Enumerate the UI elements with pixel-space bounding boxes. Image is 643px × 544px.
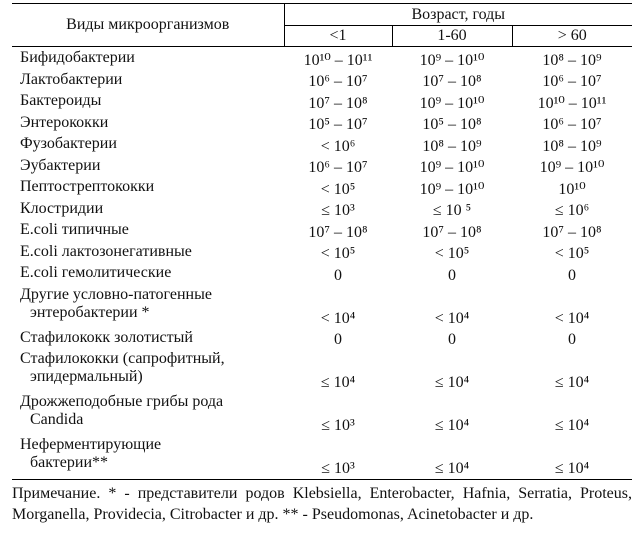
header-age-group: 1-60 (392, 26, 512, 47)
count-cell (512, 436, 632, 480)
count-value: ≤ 10⁴ (554, 374, 590, 391)
count-value: < 10⁵ (554, 245, 590, 262)
count-cell (392, 436, 512, 480)
table-row (12, 92, 632, 114)
species-name (12, 178, 284, 200)
count-value: ≤ 10⁴ (434, 460, 470, 477)
table-row (12, 114, 632, 136)
count-value: ≤ 10³ (321, 202, 355, 219)
count-value: ≤ 10⁴ (434, 417, 470, 434)
count-cell (392, 135, 512, 157)
count-cell (512, 243, 632, 265)
table-row (12, 436, 632, 480)
species-name (12, 157, 284, 179)
species-name (12, 329, 284, 351)
count-cell (392, 393, 512, 436)
count-cell (392, 157, 512, 179)
count-cell (512, 286, 632, 329)
count-cell (392, 243, 512, 265)
count-cell (512, 92, 632, 114)
table-row (12, 135, 632, 157)
count-value: < 10⁴ (320, 309, 356, 327)
count-value: 10⁸ – 10⁹ (542, 51, 602, 69)
table-row (12, 200, 632, 222)
count-cell (512, 178, 632, 200)
count-cell (284, 157, 392, 179)
species-name-line: Пептострептококки (20, 178, 155, 195)
count-cell (284, 47, 392, 71)
count-cell (512, 329, 632, 351)
header-age-group: <1 (284, 26, 392, 47)
count-cell (512, 393, 632, 436)
table-body (12, 47, 632, 480)
species-name-line: Стафилококк золотистый (20, 328, 193, 346)
table-row (12, 243, 632, 265)
species-name-line: Другие условно-патогенные (20, 285, 212, 303)
count-cell (392, 114, 512, 136)
count-cell (392, 264, 512, 286)
table-note: Примечание. * - представители родов Klebsiella, Enterobacter, Hafnia, Serratia, Proteus, Morganella, Providecia, Citrobacter и др. ** - Pseudomonas, Acinetobacter и др. (12, 485, 632, 523)
count-value: 10⁹ – 10¹⁰ (419, 159, 485, 176)
count-cell (284, 264, 392, 286)
count-value: 0 (448, 331, 456, 348)
count-value: < 10⁵ (320, 180, 356, 198)
count-value: < 10⁶ (320, 137, 356, 155)
count-cell (284, 92, 392, 114)
count-cell (392, 221, 512, 243)
species-name (12, 286, 284, 329)
count-cell (512, 71, 632, 93)
count-cell (284, 329, 392, 351)
count-cell (392, 350, 512, 393)
count-value: ≤ 10 ⁵ (432, 202, 472, 219)
count-value: 10⁶ – 10⁷ (308, 73, 368, 90)
species-name-line: Candida (30, 411, 84, 428)
table-row (12, 393, 632, 436)
table-row (12, 178, 632, 200)
count-cell (512, 200, 632, 222)
species-name-line: Фузобактерии (20, 135, 117, 152)
count-value: ≤ 10⁶ (554, 202, 590, 219)
species-name (12, 436, 284, 480)
count-value: ≤ 10⁴ (320, 374, 356, 391)
table-row (12, 157, 632, 179)
count-cell (392, 178, 512, 200)
count-value: 10⁷ – 10⁸ (308, 223, 368, 241)
count-cell (284, 243, 392, 265)
species-name (12, 47, 284, 71)
count-cell (392, 92, 512, 114)
count-cell (512, 47, 632, 71)
count-value: 10¹⁰ (558, 180, 586, 198)
count-cell (392, 71, 512, 93)
count-cell (284, 436, 392, 480)
count-value: 0 (568, 331, 576, 348)
species-name (12, 71, 284, 93)
count-value: ≤ 10³ (321, 460, 355, 477)
count-value: 0 (568, 266, 576, 284)
species-name-line: бактерии** (30, 454, 109, 471)
species-name (12, 200, 284, 222)
species-name-line: Стафилококки (сапрофитный, (20, 350, 225, 367)
count-cell (284, 114, 392, 136)
count-value: 10⁹ – 10¹⁰ (419, 51, 485, 69)
count-cell (512, 350, 632, 393)
species-name-line: E.coli типичные (20, 221, 129, 238)
count-cell (512, 135, 632, 157)
count-value: 10⁷ – 10⁸ (422, 223, 482, 241)
species-name (12, 264, 284, 286)
count-value: 0 (334, 331, 342, 348)
species-name-line: энтеробактерии * (30, 303, 150, 321)
count-cell (284, 200, 392, 222)
table-row (12, 286, 632, 329)
count-value: 10¹⁰ – 10¹¹ (537, 94, 607, 112)
count-cell (392, 200, 512, 222)
count-value: 10⁹ – 10¹⁰ (419, 180, 485, 198)
header-age-group: > 60 (512, 26, 632, 47)
count-value: 10⁷ – 10⁸ (542, 223, 602, 241)
species-name-line: Неферментирующие (20, 436, 162, 453)
species-name-line: E.coli гемолитические (20, 264, 172, 281)
table-row (12, 71, 632, 93)
count-cell (512, 114, 632, 136)
count-value: ≤ 10³ (321, 417, 355, 434)
count-value: 0 (448, 266, 456, 284)
species-name-line: Дрожжеподобные грибы рода (20, 393, 224, 410)
species-name-line: Лактобактерии (20, 70, 123, 88)
count-value: < 10⁴ (554, 309, 590, 327)
microflora-table (12, 3, 632, 480)
count-value: ≤ 10⁴ (554, 417, 590, 434)
species-name (12, 135, 284, 157)
count-cell (392, 47, 512, 71)
count-value: 10⁸ – 10⁹ (542, 137, 602, 155)
count-cell (284, 135, 392, 157)
header-species: Виды микроорганизмов (12, 4, 284, 47)
table-row (12, 264, 632, 286)
species-name-line: Бифидобактерии (20, 49, 135, 66)
table-row (12, 350, 632, 393)
species-name (12, 221, 284, 243)
count-cell (284, 286, 392, 329)
count-value: < 10⁵ (434, 245, 470, 262)
table-row (12, 329, 632, 351)
count-cell (284, 71, 392, 93)
count-cell (512, 221, 632, 243)
count-value: 10⁵ – 10⁷ (308, 116, 368, 133)
count-value: ≤ 10⁴ (554, 460, 590, 477)
species-name (12, 243, 284, 265)
count-value: 10⁶ – 10⁷ (542, 116, 602, 133)
table-row (12, 221, 632, 243)
header-age: Возраст, годы (284, 4, 632, 26)
count-value: < 10⁵ (320, 245, 356, 262)
count-value: 10⁶ – 10⁷ (308, 159, 368, 176)
count-value: 0 (334, 266, 342, 284)
count-cell (512, 157, 632, 179)
count-cell (392, 286, 512, 329)
count-cell (392, 329, 512, 351)
count-cell (284, 350, 392, 393)
species-name-line: Энтерококки (20, 113, 109, 131)
count-value: 10¹⁰ – 10¹¹ (303, 51, 373, 69)
species-name-line: Эубактерии (20, 156, 101, 174)
count-value: 10⁵ – 10⁸ (422, 116, 482, 133)
count-value: 10⁸ – 10⁹ (422, 137, 482, 155)
count-value: 10⁷ – 10⁸ (308, 94, 368, 112)
species-name-line: Клостридии (20, 199, 104, 217)
species-name (12, 92, 284, 114)
count-cell (284, 221, 392, 243)
count-value: 10⁹ – 10¹⁰ (419, 94, 485, 112)
count-value: 10⁷ – 10⁸ (422, 73, 482, 90)
count-value: < 10⁴ (434, 309, 470, 327)
species-name-line: эпидермальный) (30, 368, 143, 385)
species-name-line: E.coli лактозонегативные (20, 242, 192, 260)
species-name-line: Бактероиды (20, 92, 102, 109)
count-cell (284, 393, 392, 436)
count-cell (512, 264, 632, 286)
count-value: ≤ 10⁴ (434, 374, 470, 391)
table-row (12, 47, 632, 71)
species-name (12, 114, 284, 136)
count-value: 10⁶ – 10⁷ (542, 73, 602, 90)
count-cell (284, 178, 392, 200)
species-name (12, 350, 284, 393)
count-value: 10⁹ – 10¹⁰ (539, 159, 605, 176)
document (12, 3, 632, 525)
species-name (12, 393, 284, 436)
